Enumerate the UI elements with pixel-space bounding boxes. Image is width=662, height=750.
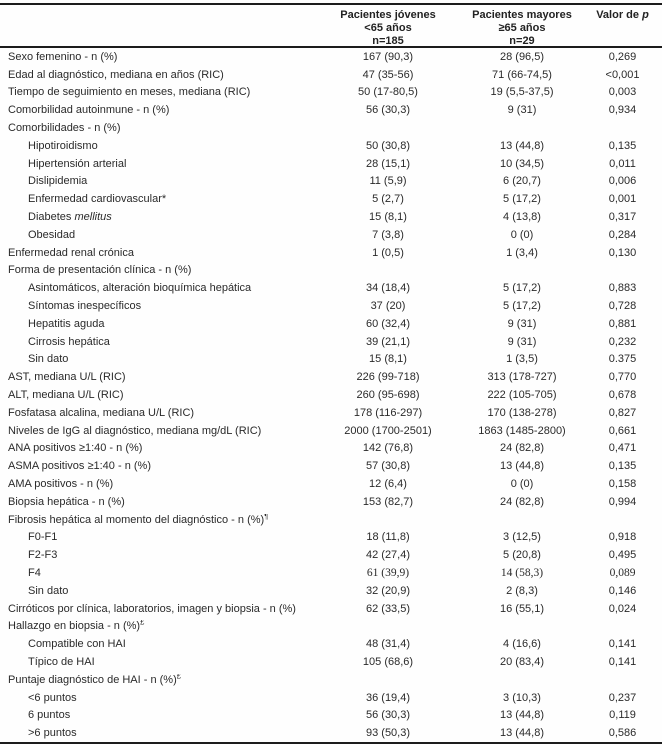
table-row bbox=[0, 457, 662, 475]
p-value: 0,135 bbox=[608, 460, 637, 473]
p-value: 0,003 bbox=[608, 86, 637, 99]
value-older: 5 (20,8) bbox=[503, 549, 541, 562]
header-older-n: n=29 bbox=[509, 35, 535, 47]
value-older: 13 (44,8) bbox=[499, 727, 545, 740]
value-older: 4 (13,8) bbox=[503, 211, 541, 224]
row-label: Hipertensión arterial bbox=[28, 157, 127, 170]
p-value: 0,883 bbox=[608, 282, 637, 295]
table-row bbox=[0, 689, 662, 707]
value-older: 28 (96,5) bbox=[499, 50, 545, 63]
p-value: 0,586 bbox=[608, 727, 637, 740]
row-label: Síntomas inespecíficos bbox=[28, 300, 142, 313]
row-label: ALT, mediana U/L (RIC) bbox=[8, 389, 124, 402]
value-young: 57 (30,8) bbox=[365, 460, 411, 473]
table-row bbox=[0, 226, 662, 244]
row-label: Sin dato bbox=[28, 584, 69, 597]
value-older: 313 (178-727) bbox=[487, 371, 557, 384]
row-label: Típico de HAI bbox=[28, 655, 95, 668]
row-label: Dislipidemia bbox=[28, 175, 88, 188]
value-older: 5 (17,2) bbox=[503, 193, 541, 206]
comparison-table bbox=[0, 3, 662, 744]
value-older: 6 (20,7) bbox=[503, 175, 541, 188]
footnote-marker: ¶ bbox=[264, 513, 269, 520]
p-value: 0,284 bbox=[608, 228, 637, 241]
value-young: 42 (27,4) bbox=[365, 549, 411, 562]
value-older: 0 (0) bbox=[510, 478, 534, 491]
p-value: 0,146 bbox=[608, 584, 637, 597]
table-row bbox=[0, 368, 662, 386]
table-row bbox=[0, 315, 662, 333]
value-older: 0 (0) bbox=[510, 228, 534, 241]
p-value: 0,994 bbox=[608, 495, 637, 508]
row-label: Comorbilidades - n (%) bbox=[8, 122, 121, 135]
value-young: 226 (99-718) bbox=[356, 371, 420, 384]
table-row bbox=[0, 546, 662, 564]
value-young: 56 (30,3) bbox=[365, 104, 411, 117]
value-young: 50 (17-80,5) bbox=[358, 86, 418, 99]
row-label: Niveles de IgG al diagnóstico, mediana mg/dL (RIC) bbox=[8, 424, 262, 437]
value-young: 153 (82,7) bbox=[362, 495, 414, 508]
value-older: 20 (83,4) bbox=[499, 655, 545, 668]
table-row bbox=[0, 262, 662, 280]
p-value: 0,232 bbox=[608, 335, 637, 348]
row-label: Obesidad bbox=[28, 228, 76, 241]
p-value: 0,471 bbox=[608, 442, 637, 455]
value-young: 93 (50,3) bbox=[365, 727, 411, 740]
value-young: 50 (30,8) bbox=[365, 139, 411, 152]
table-row bbox=[0, 137, 662, 155]
table-row bbox=[0, 48, 662, 66]
value-older: 1 (3,5) bbox=[506, 353, 538, 366]
value-older: 3 (10,3) bbox=[503, 691, 541, 704]
p-value: 0,130 bbox=[608, 246, 637, 259]
header-col-young bbox=[315, 9, 461, 48]
p-value: 0,024 bbox=[608, 602, 637, 615]
p-value: 0,237 bbox=[608, 691, 637, 704]
value-older: 13 (44,8) bbox=[499, 460, 545, 473]
table-row bbox=[0, 279, 662, 297]
row-label: Cirrosis hepática bbox=[28, 335, 110, 348]
row-label: >6 puntos bbox=[28, 727, 77, 740]
row-label: Edad al diagnóstico, mediana en años (RIC) bbox=[8, 68, 224, 81]
header-p-label: Valor de p bbox=[596, 9, 649, 21]
table-row bbox=[0, 671, 662, 689]
value-older: 9 (31) bbox=[507, 317, 537, 330]
p-value: 0,006 bbox=[608, 175, 637, 188]
row-label: AMA positivos - n (%) bbox=[8, 478, 114, 491]
table-row bbox=[0, 440, 662, 458]
table-row bbox=[0, 600, 662, 618]
p-value: 0,001 bbox=[608, 193, 637, 206]
table-row bbox=[0, 333, 662, 351]
value-young: 36 (19,4) bbox=[365, 691, 411, 704]
table-header bbox=[0, 5, 662, 46]
value-young: 32 (20,9) bbox=[365, 584, 411, 597]
value-young: 15 (8,1) bbox=[369, 353, 407, 366]
table-row bbox=[0, 635, 662, 653]
value-young: 56 (30,3) bbox=[365, 709, 411, 722]
p-value: 0,141 bbox=[608, 638, 637, 651]
table-row bbox=[0, 101, 662, 119]
value-young: 142 (76,8) bbox=[362, 442, 414, 455]
table-row bbox=[0, 208, 662, 226]
table-row bbox=[0, 84, 662, 102]
table-bottom-rule bbox=[0, 742, 662, 744]
value-young: 61 (39,9) bbox=[366, 567, 410, 579]
row-label: <6 puntos bbox=[28, 691, 77, 704]
value-older: 4 (16,6) bbox=[503, 638, 541, 651]
value-older: 13 (44,8) bbox=[499, 709, 545, 722]
value-young: 62 (33,5) bbox=[365, 602, 411, 615]
value-young: 7 (3,8) bbox=[372, 228, 404, 241]
p-value: 0,141 bbox=[608, 655, 637, 668]
table-row bbox=[0, 66, 662, 84]
value-older: 1863 (1485-2800) bbox=[478, 424, 566, 437]
table-row bbox=[0, 529, 662, 547]
table-row bbox=[0, 618, 662, 636]
row-label: 6 puntos bbox=[28, 709, 71, 722]
footnote-marker: £ bbox=[176, 673, 181, 681]
value-older: 14 (58,3) bbox=[500, 567, 544, 579]
value-older: 19 (5,5-37,5) bbox=[490, 86, 554, 99]
value-older: 71 (66-74,5) bbox=[492, 68, 552, 81]
p-value: 0,661 bbox=[608, 424, 637, 437]
row-label: Puntaje diagnóstico de HAI - n (%)£ bbox=[0, 674, 315, 686]
header-older-age: ≥65 años bbox=[498, 22, 546, 34]
row-label: Enfermedad cardiovascular* bbox=[28, 193, 167, 206]
footnote-marker: £ bbox=[140, 620, 145, 627]
value-older: 3 (12,5) bbox=[503, 531, 541, 544]
row-label: Hipotiroidismo bbox=[28, 139, 98, 152]
row-label: Diabetes mellitus bbox=[28, 211, 112, 224]
table-row bbox=[0, 386, 662, 404]
table-row bbox=[0, 511, 662, 529]
p-value: 0,089 bbox=[609, 567, 636, 579]
p-value: <0,001 bbox=[605, 68, 640, 81]
table-row bbox=[0, 653, 662, 671]
p-value: 0,269 bbox=[608, 50, 637, 63]
value-young: 47 (35-56) bbox=[362, 68, 414, 81]
table-row bbox=[0, 297, 662, 315]
header-col-p bbox=[583, 9, 662, 22]
table-row bbox=[0, 190, 662, 208]
header-young-title: Pacientes jóvenes bbox=[340, 9, 436, 21]
p-value: 0,770 bbox=[608, 371, 637, 384]
row-label: Cirróticos por clínica, laboratorios, imagen y biopsia - n (%) bbox=[8, 602, 296, 615]
table-row bbox=[0, 564, 662, 582]
table-row bbox=[0, 475, 662, 493]
p-value: 0,827 bbox=[608, 406, 637, 419]
value-young: 37 (20) bbox=[370, 300, 406, 313]
table-row bbox=[0, 724, 662, 742]
value-young: 1 (0,5) bbox=[372, 246, 404, 259]
table-row bbox=[0, 582, 662, 600]
row-label: Compatible con HAI bbox=[28, 638, 126, 651]
p-value: 0,119 bbox=[609, 709, 636, 722]
value-older: 222 (105-705) bbox=[487, 389, 557, 402]
value-older: 16 (55,1) bbox=[499, 602, 545, 615]
table-row bbox=[0, 351, 662, 369]
value-older: 9 (31) bbox=[507, 335, 537, 348]
row-label: Tiempo de seguimiento en meses, mediana (RIC) bbox=[8, 86, 251, 99]
row-label: F4 bbox=[28, 567, 41, 579]
table-row bbox=[0, 155, 662, 173]
table-row bbox=[0, 119, 662, 137]
value-young: 178 (116-297) bbox=[353, 406, 423, 419]
table-row bbox=[0, 706, 662, 724]
header-col-older bbox=[461, 9, 583, 48]
row-label: F0-F1 bbox=[28, 531, 58, 544]
value-young: 5 (2,7) bbox=[372, 193, 404, 206]
value-young: 48 (31,4) bbox=[365, 638, 411, 651]
value-young: 39 (21,1) bbox=[365, 335, 411, 348]
row-label: Fibrosis hepática al momento del diagnóstico - n (%)¶ bbox=[0, 514, 315, 526]
row-label: Hallazgo en biopsia - n (%)£ bbox=[0, 620, 315, 632]
row-label: Sexo femenino - n (%) bbox=[8, 50, 118, 63]
table-row bbox=[0, 173, 662, 191]
header-young-n: n=185 bbox=[372, 35, 404, 47]
row-label: Asintomáticos, alteración bioquímica hepática bbox=[28, 282, 252, 295]
value-older: 24 (82,8) bbox=[499, 442, 545, 455]
p-value: 0,495 bbox=[608, 549, 637, 562]
value-older: 24 (82,8) bbox=[499, 495, 545, 508]
p-value: 0,011 bbox=[609, 157, 636, 170]
p-value: 0,881 bbox=[608, 317, 637, 330]
value-young: 260 (95-698) bbox=[356, 389, 420, 402]
value-young: 28 (15,1) bbox=[365, 157, 411, 170]
row-label: AST, mediana U/L (RIC) bbox=[8, 371, 126, 384]
value-young: 15 (8,1) bbox=[369, 211, 407, 224]
row-label: Fosfatasa alcalina, mediana U/L (RIC) bbox=[8, 406, 195, 419]
table-row bbox=[0, 422, 662, 440]
p-value: 0,934 bbox=[608, 104, 637, 117]
header-young-age: <65 años bbox=[364, 22, 412, 34]
value-older: 9 (31) bbox=[507, 104, 537, 117]
row-label: F2-F3 bbox=[28, 549, 58, 562]
value-young: 60 (32,4) bbox=[365, 317, 411, 330]
value-older: 2 (8,3) bbox=[506, 584, 538, 597]
p-value: 0,918 bbox=[608, 531, 637, 544]
row-label: Enfermedad renal crónica bbox=[8, 246, 134, 259]
value-young: 105 (68,6) bbox=[362, 655, 414, 668]
value-older: 170 (138-278) bbox=[487, 406, 557, 419]
row-label: ASMA positivos ≥1:40 - n (%) bbox=[8, 460, 151, 473]
value-young: 12 (6,4) bbox=[369, 478, 407, 491]
value-young: 11 (5,9) bbox=[369, 175, 407, 188]
value-young: 167 (90,3) bbox=[362, 50, 414, 63]
value-older: 10 (34,5) bbox=[499, 157, 545, 170]
p-value: 0,728 bbox=[608, 300, 637, 313]
value-older: 5 (17,2) bbox=[503, 300, 541, 313]
table-row bbox=[0, 404, 662, 422]
value-young: 34 (18,4) bbox=[365, 282, 411, 295]
p-value: 0,158 bbox=[608, 478, 637, 491]
value-older: 5 (17,2) bbox=[503, 282, 541, 295]
p-value: 0,678 bbox=[608, 389, 637, 402]
value-young: 18 (11,8) bbox=[366, 531, 410, 544]
table-body bbox=[0, 48, 662, 742]
row-label: Hepatitis aguda bbox=[28, 317, 105, 330]
value-older: 1 (3,4) bbox=[506, 246, 538, 259]
value-young: 2000 (1700-2501) bbox=[344, 424, 432, 437]
p-value: 0,317 bbox=[608, 211, 637, 224]
value-older: 13 (44,8) bbox=[499, 139, 545, 152]
p-value: 0.375 bbox=[608, 353, 637, 366]
row-label: Sin dato bbox=[28, 353, 69, 366]
row-label: Biopsia hepática - n (%) bbox=[8, 495, 125, 508]
p-value: 0,135 bbox=[608, 139, 637, 152]
row-label: Forma de presentación clínica - n (%) bbox=[8, 264, 192, 277]
table-row bbox=[0, 244, 662, 262]
row-label: ANA positivos ≥1:40 - n (%) bbox=[8, 442, 143, 455]
row-label: Comorbilidad autoinmune - n (%) bbox=[8, 104, 170, 117]
header-older-title: Pacientes mayores bbox=[472, 9, 572, 21]
table-row bbox=[0, 493, 662, 511]
